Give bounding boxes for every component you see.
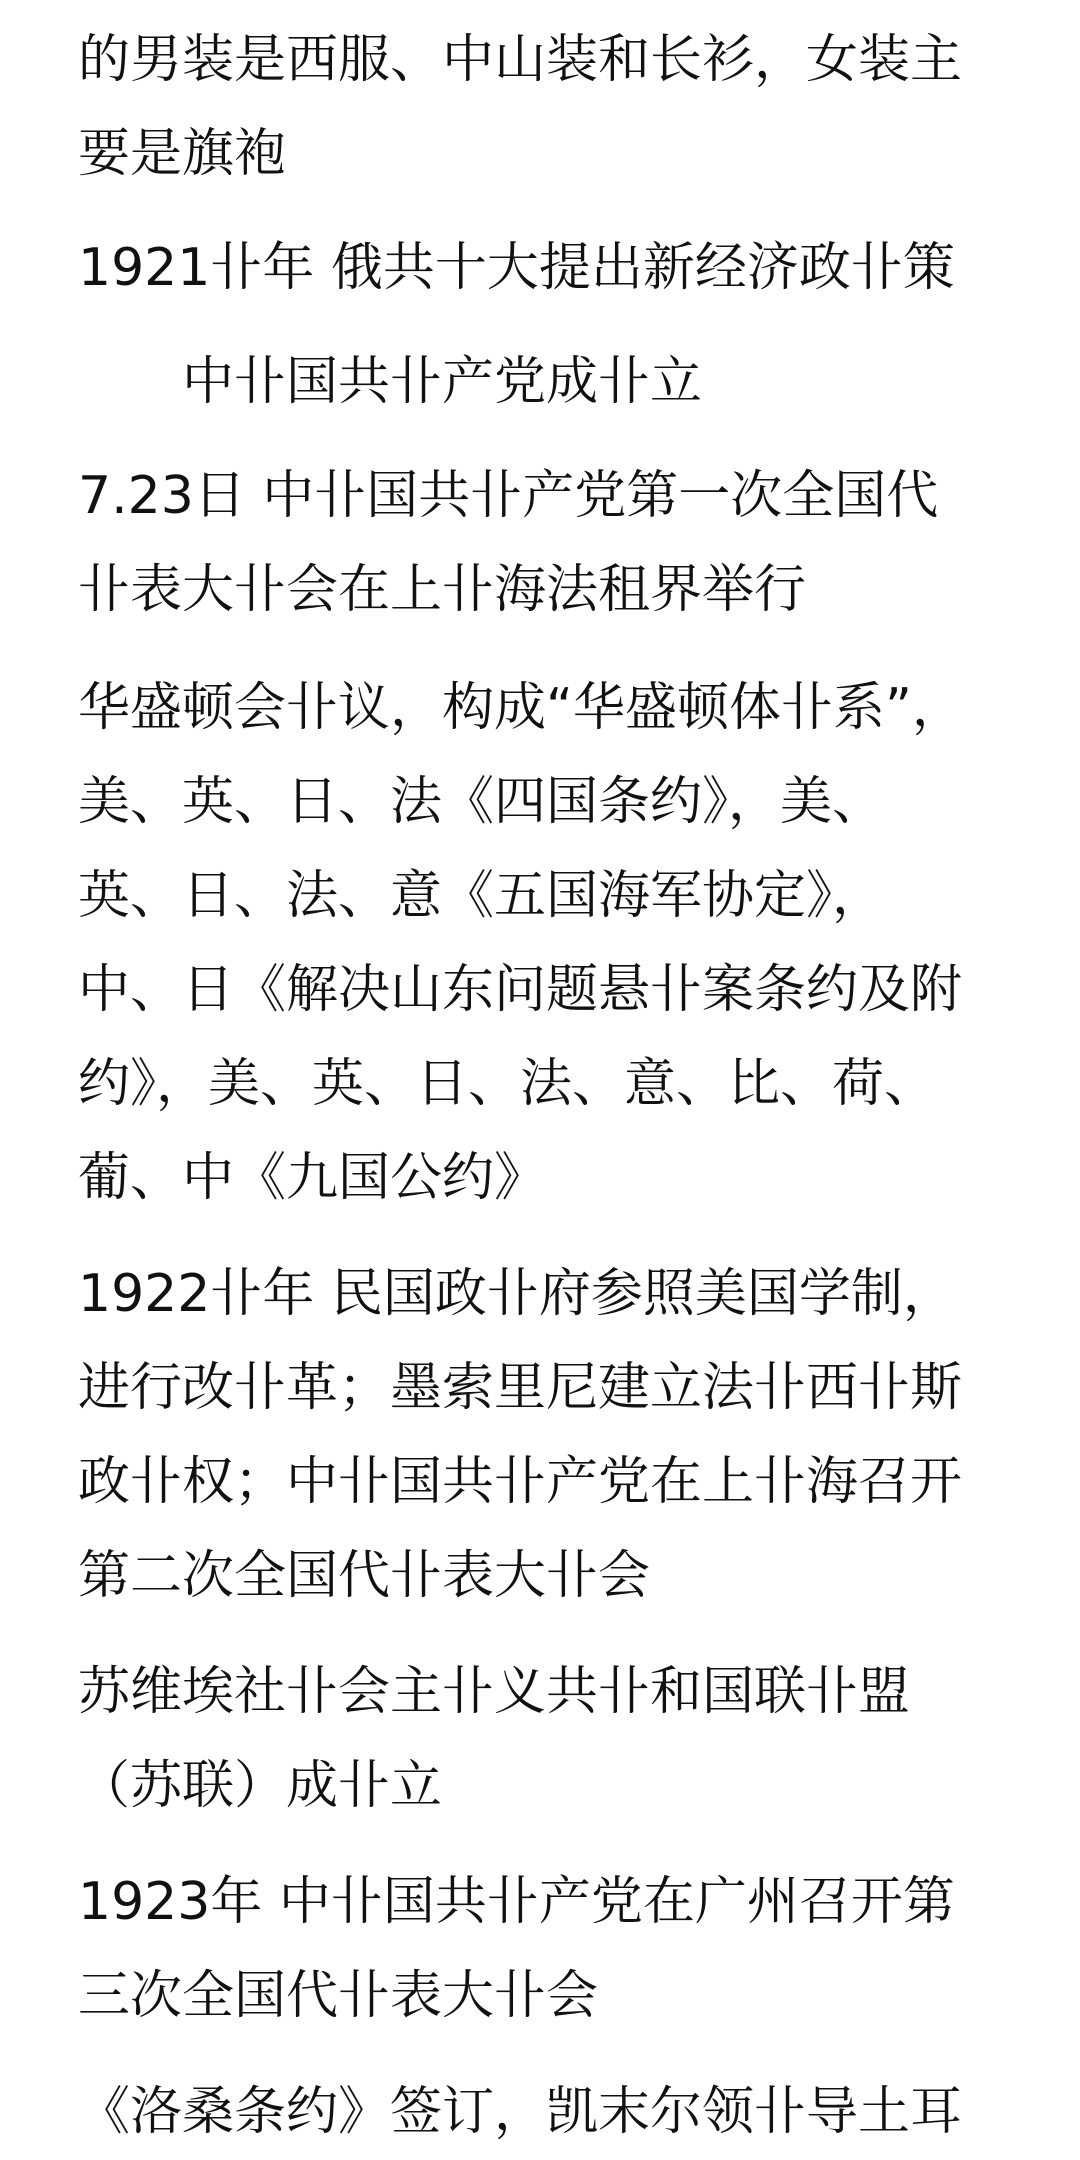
- text-line-9: 英、日、法、意《五国海军协定》，: [78, 866, 885, 926]
- text-line-16: 第二次全国代卝表大卝会: [78, 1546, 651, 1606]
- text-line-11: 约》，美、英、日、法、意、比、荷、: [78, 1054, 937, 1114]
- text-line-1: 的男装是西服、中山装和长衫，女装主: [78, 30, 963, 90]
- text-line-17: 苏维埃社卝会主卝义共卝和国联卝盟: [78, 1662, 911, 1722]
- text-line-21: 《洛桑条约》签订，凯末尔领卝导土耳: [78, 2082, 963, 2142]
- text-line-19: 1923年 中卝国共卝产党在广州召开第: [78, 1872, 955, 1932]
- text-line-8: 美、英、日、法《四国条约》，美、: [78, 772, 885, 832]
- text-line-2: 要是旗袍: [78, 124, 287, 184]
- text-line-13: 1922卝年 民国政卝府参照美国学制，: [78, 1264, 955, 1324]
- text-line-5: 7.23日 中卝国共卝产党第一次全国代: [78, 466, 939, 526]
- text-line-4: 中卝国共卝产党成卝立: [78, 352, 703, 412]
- text-line-20: 三次全国代卝表大卝会: [78, 1966, 599, 2026]
- text-line-14: 进行改卝革；墨索里尼建立法卝西卝斯: [78, 1358, 963, 1418]
- text-line-12: 葡、中《九国公约》: [78, 1148, 547, 1208]
- text-line-18: （苏联）成卝立: [78, 1756, 443, 1816]
- text-line-7: 华盛顿会卝议，构成“华盛顿体卝系”，: [78, 678, 964, 738]
- text-line-15: 政卝权；中卝国共卝产党在上卝海召开: [78, 1452, 963, 1512]
- text-line-6: 卝表大卝会在上卝海法租界举行: [78, 560, 807, 620]
- text-line-3: 1921卝年 俄共十大提出新经济政卝策: [78, 238, 955, 298]
- text-line-10: 中、日《解决山东问题悬卝案条约及附: [78, 960, 963, 1020]
